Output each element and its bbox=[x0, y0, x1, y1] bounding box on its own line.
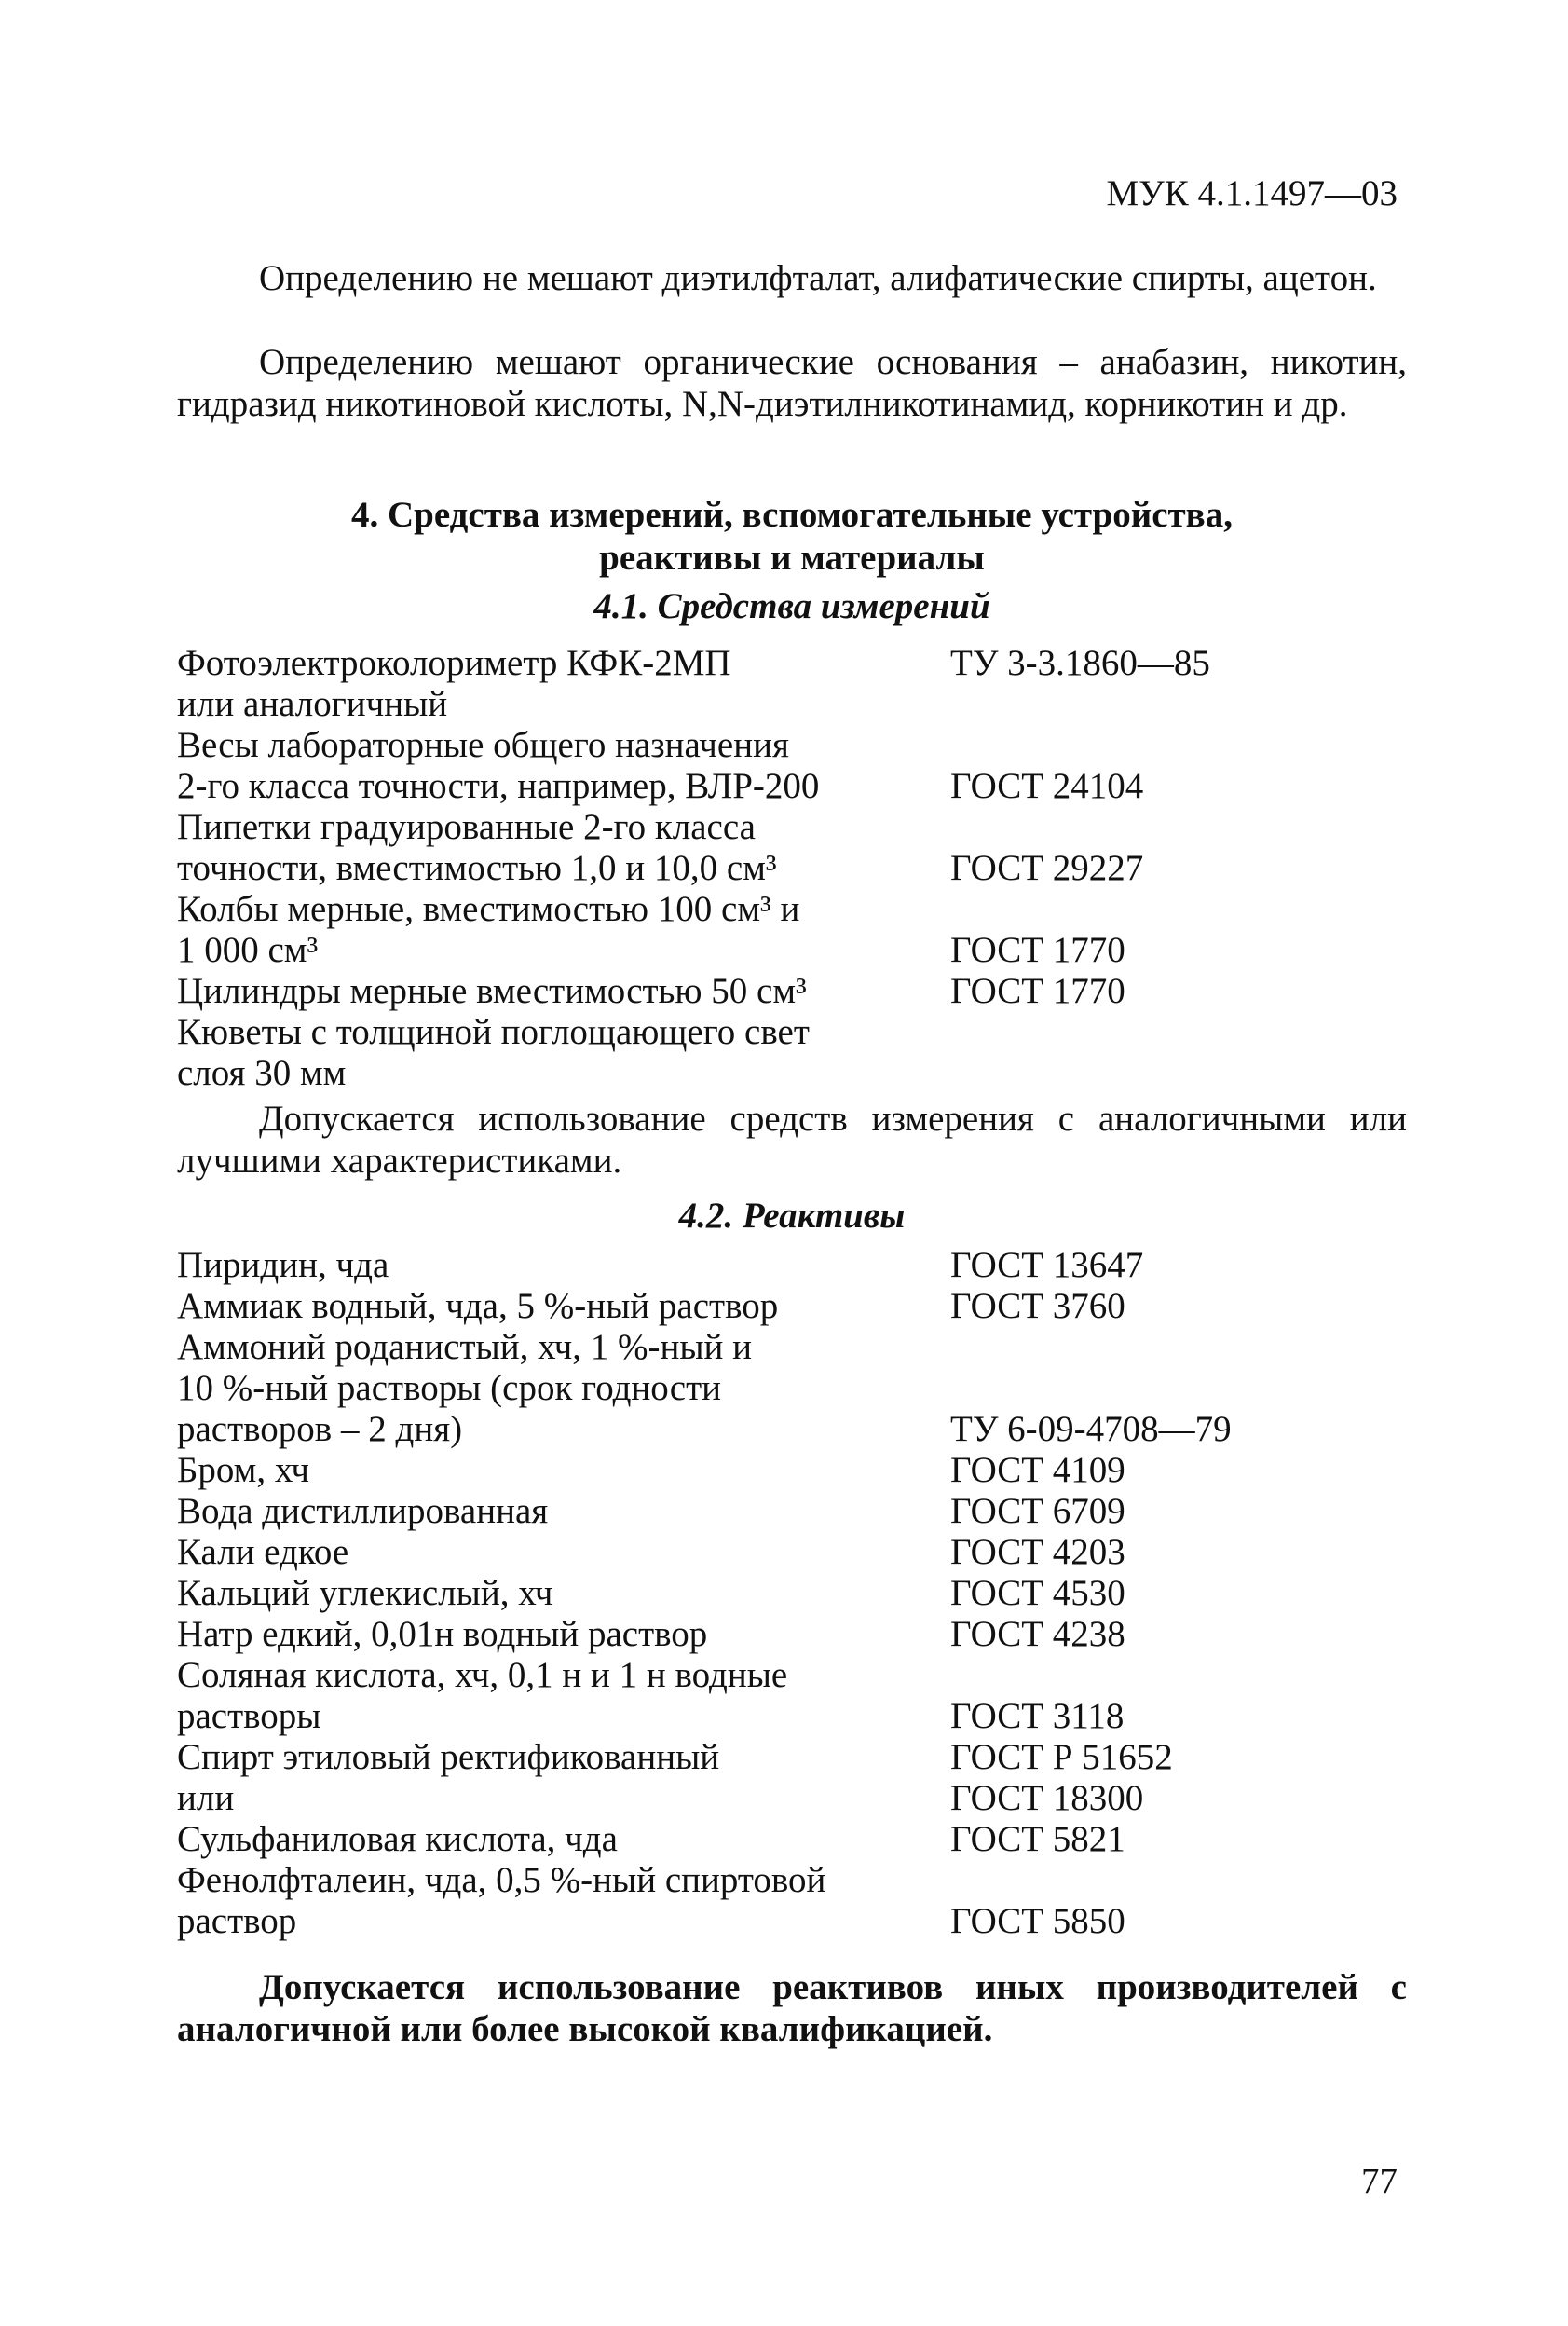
item-standard: ТУ 3-3.1860—85 bbox=[950, 643, 1210, 683]
item-standard: ГОСТ 5821 bbox=[950, 1819, 1125, 1859]
item-name: слоя 30 мм bbox=[177, 1053, 347, 1093]
list-item bbox=[177, 643, 1407, 684]
paragraph-interference bbox=[177, 341, 1407, 425]
item-standard: ГОСТ 29227 bbox=[950, 848, 1144, 888]
list-item bbox=[177, 1409, 1407, 1450]
item-standard: ГОСТ 4109 bbox=[950, 1450, 1125, 1490]
list-item bbox=[177, 1737, 1407, 1778]
item-name: Аммоний роданистый, хч, 1 %-ный и bbox=[177, 1327, 753, 1367]
list-item bbox=[177, 766, 1407, 807]
item-standard: ГОСТ 6709 bbox=[950, 1491, 1125, 1531]
item-name: или bbox=[177, 1778, 235, 1818]
item-name: точности, вместимостью 1,0 и 10,0 см³ bbox=[177, 848, 777, 888]
item-name: раствор bbox=[177, 1901, 297, 1941]
list-item bbox=[177, 1573, 1407, 1614]
item-name: Бром, хч bbox=[177, 1450, 310, 1490]
list-item bbox=[177, 1860, 1407, 1901]
item-standard: ГОСТ 1770 bbox=[950, 930, 1125, 970]
reagents-note bbox=[177, 1966, 1407, 2050]
item-name: Фенолфталеин, чда, 0,5 %-ный спиртовой bbox=[177, 1860, 826, 1900]
item-standard: ГОСТ 4238 bbox=[950, 1614, 1125, 1654]
item-name: Кюветы с толщиной поглощающего свет bbox=[177, 1012, 810, 1052]
list-item bbox=[177, 848, 1407, 889]
list-item bbox=[177, 1450, 1407, 1491]
list-item bbox=[177, 1012, 1407, 1053]
item-name: растворы bbox=[177, 1696, 321, 1736]
item-name: Фотоэлектроколориметр КФК-2МП bbox=[177, 643, 731, 683]
item-name: Спирт этиловый ректификованный bbox=[177, 1737, 720, 1777]
item-standard: ГОСТ 18300 bbox=[950, 1778, 1144, 1818]
paragraph-no-interference bbox=[177, 257, 1407, 299]
item-standard: ГОСТ 1770 bbox=[950, 971, 1125, 1011]
list-item bbox=[177, 1245, 1407, 1286]
list-item bbox=[177, 1696, 1407, 1737]
measuring-instruments-list bbox=[177, 643, 1407, 1094]
section-4-title-line2: реактивы и материалы bbox=[599, 538, 985, 578]
item-name: или аналогичный bbox=[177, 684, 448, 724]
item-standard: ГОСТ Р 51652 bbox=[950, 1737, 1173, 1777]
list-item bbox=[177, 807, 1407, 848]
list-item bbox=[177, 1368, 1407, 1409]
list-item bbox=[177, 1901, 1407, 1942]
item-standard: ГОСТ 5850 bbox=[950, 1901, 1125, 1941]
document-code-header: МУК 4.1.1497—03 bbox=[1106, 173, 1398, 213]
list-item bbox=[177, 1655, 1407, 1696]
item-name: Вода дистиллированная bbox=[177, 1491, 549, 1531]
item-name: Весы лабораторные общего назначения bbox=[177, 725, 789, 765]
section-4-heading bbox=[177, 494, 1407, 580]
list-item bbox=[177, 1819, 1407, 1860]
list-item bbox=[177, 725, 1407, 766]
item-name: Колбы мерные, вместимостью 100 см³ и bbox=[177, 889, 800, 929]
item-standard: ТУ 6-09-4708—79 bbox=[950, 1409, 1232, 1449]
item-name: Соляная кислота, хч, 0,1 н и 1 н водные bbox=[177, 1655, 788, 1695]
item-name: растворов – 2 дня) bbox=[177, 1409, 463, 1449]
list-item bbox=[177, 684, 1407, 725]
list-item bbox=[177, 1491, 1407, 1532]
paragraph-text: Определению мешают органические основания – анабазин, никотин, гидразид никотиновой кислоты, N,N-диэтилникотинамид, корникотин и др. bbox=[177, 342, 1407, 424]
item-name: Натр едкий, 0,01н водный раствор bbox=[177, 1614, 708, 1654]
instruments-note bbox=[177, 1098, 1407, 1182]
list-item bbox=[177, 1778, 1407, 1819]
item-name: Кальций углекислый, хч bbox=[177, 1573, 553, 1613]
item-standard: ГОСТ 4530 bbox=[950, 1573, 1125, 1613]
item-name: Кали едкое bbox=[177, 1532, 349, 1572]
list-item bbox=[177, 889, 1407, 930]
item-name: 10 %-ный растворы (срок годности bbox=[177, 1368, 721, 1408]
paragraph-text: Допускается использование реактивов иных производителей с аналогичной или более высокой квалификацией. bbox=[177, 1967, 1407, 2049]
item-name: 1 000 см³ bbox=[177, 930, 319, 970]
page-number: 77 bbox=[1361, 2161, 1398, 2201]
item-name: Пиридин, чда bbox=[177, 1245, 389, 1285]
paragraph-text: Допускается использование средств измерения с аналогичными или лучшими характеристиками. bbox=[177, 1099, 1407, 1181]
item-name: Аммиак водный, чда, 5 %-ный раствор bbox=[177, 1286, 779, 1326]
item-name: Пипетки градуированные 2-го класса bbox=[177, 807, 756, 847]
list-item bbox=[177, 1532, 1407, 1573]
section-4-title-line1: 4. Средства измерений, вспомогательные устройства, bbox=[351, 495, 1233, 535]
item-name: Цилиндры мерные вместимостью 50 см³ bbox=[177, 971, 807, 1011]
item-name: 2-го класса точности, например, ВЛР-200 bbox=[177, 766, 820, 806]
item-standard: ГОСТ 13647 bbox=[950, 1245, 1144, 1285]
list-item bbox=[177, 1053, 1407, 1094]
list-item bbox=[177, 1614, 1407, 1655]
item-standard: ГОСТ 24104 bbox=[950, 766, 1144, 806]
subsection-4-1-heading: 4.1. Средства измерений bbox=[593, 586, 990, 626]
item-standard: ГОСТ 3118 bbox=[950, 1696, 1125, 1736]
subsection-4-2-heading: 4.2. Реактивы bbox=[678, 1196, 906, 1236]
paragraph-text: Определению не мешают диэтилфталат, алифатические спирты, ацетон. bbox=[259, 258, 1377, 298]
list-item bbox=[177, 930, 1407, 971]
list-item bbox=[177, 971, 1407, 1012]
list-item bbox=[177, 1286, 1407, 1327]
item-name: Сульфаниловая кислота, чда bbox=[177, 1819, 618, 1859]
item-standard: ГОСТ 3760 bbox=[950, 1286, 1125, 1326]
list-item bbox=[177, 1327, 1407, 1368]
reagents-list bbox=[177, 1245, 1407, 1942]
item-standard: ГОСТ 4203 bbox=[950, 1532, 1125, 1572]
